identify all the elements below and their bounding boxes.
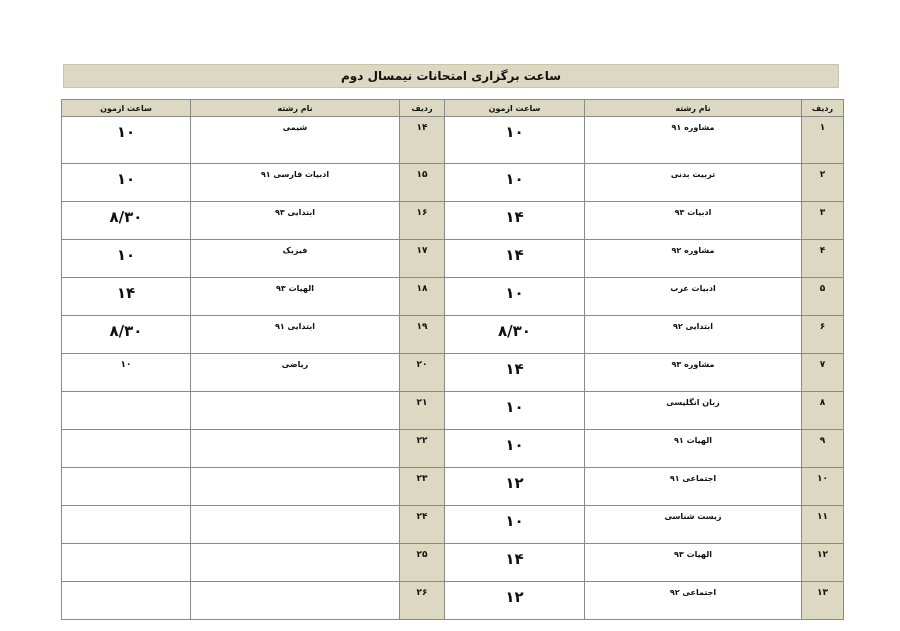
row-number-cell: ۲۱	[400, 392, 445, 430]
header-row-number: ردیف	[400, 100, 445, 117]
exam-time-cell	[62, 506, 191, 544]
row-number-cell: ۲۳	[400, 468, 445, 506]
row-number-cell: ۱۸	[400, 278, 445, 316]
exam-time-cell: ۱۰	[445, 392, 585, 430]
field-name-cell: ابتدایی ۹۲	[585, 316, 802, 354]
exam-time-cell: ۱۴	[445, 354, 585, 392]
row-number-cell: ۱۱	[802, 506, 844, 544]
table-row	[62, 117, 844, 164]
field-name-cell: ابتدایی ۹۱	[191, 316, 400, 354]
row-number-cell: ۱۹	[400, 316, 445, 354]
table-row	[62, 392, 844, 430]
field-name-cell: ادبیات فارسی ۹۱	[191, 164, 400, 202]
table-row	[62, 240, 844, 278]
exam-time-cell	[62, 468, 191, 506]
field-name-cell: ابتدایی ۹۳	[191, 202, 400, 240]
table-row	[62, 506, 844, 544]
field-name-cell: ادبیات عرب	[585, 278, 802, 316]
header-row-number: ردیف	[802, 100, 844, 117]
field-name-cell	[191, 544, 400, 582]
exam-time-cell	[62, 544, 191, 582]
row-number-cell: ۱۷	[400, 240, 445, 278]
exam-time-cell: ۱۰	[445, 430, 585, 468]
exam-time-cell: ۱۴	[445, 240, 585, 278]
table-row	[62, 164, 844, 202]
exam-time-cell	[62, 430, 191, 468]
row-number-cell: ۴	[802, 240, 844, 278]
row-number-cell: ۱۳	[802, 582, 844, 620]
field-name-cell: اجتماعی ۹۲	[585, 582, 802, 620]
row-number-cell: ۶	[802, 316, 844, 354]
exam-time-cell: ۱۰	[445, 117, 585, 164]
row-number-cell: ۲۲	[400, 430, 445, 468]
exam-time-cell: ۱۰	[445, 164, 585, 202]
table-header-row	[62, 100, 844, 117]
row-number-cell: ۵	[802, 278, 844, 316]
field-name-cell: شیمی	[191, 117, 400, 164]
exam-time-cell: ۱۰	[62, 354, 191, 392]
exam-time-cell: ۸/۳۰	[62, 316, 191, 354]
field-name-cell: الهیات ۹۳	[191, 278, 400, 316]
row-number-cell: ۱۶	[400, 202, 445, 240]
exam-time-cell: ۱۰	[445, 506, 585, 544]
row-number-cell: ۱۲	[802, 544, 844, 582]
field-name-cell: ادبیات ۹۳	[585, 202, 802, 240]
exam-time-cell: ۱۰	[62, 164, 191, 202]
table-body	[62, 117, 844, 620]
exam-schedule-table	[61, 99, 844, 620]
exam-time-cell: ۸/۳۰	[445, 316, 585, 354]
field-name-cell: زیست شناسی	[585, 506, 802, 544]
field-name-cell: تربیت بدنی	[585, 164, 802, 202]
row-number-cell: ۲۰	[400, 354, 445, 392]
row-number-cell: ۱	[802, 117, 844, 164]
field-name-cell: فیزیک	[191, 240, 400, 278]
header-exam-time: ساعت ازمون	[62, 100, 191, 117]
row-number-cell: ۱۰	[802, 468, 844, 506]
field-name-cell: ریاضی	[191, 354, 400, 392]
table-row	[62, 582, 844, 620]
row-number-cell: ۲۶	[400, 582, 445, 620]
field-name-cell: الهیات ۹۱	[585, 430, 802, 468]
row-number-cell: ۲۵	[400, 544, 445, 582]
row-number-cell: ۷	[802, 354, 844, 392]
exam-time-cell: ۱۴	[445, 544, 585, 582]
row-number-cell: ۳	[802, 202, 844, 240]
field-name-cell	[191, 506, 400, 544]
table-row	[62, 316, 844, 354]
exam-time-cell: ۱۴	[445, 202, 585, 240]
field-name-cell	[191, 430, 400, 468]
table-row	[62, 202, 844, 240]
exam-time-cell: ۱۰	[62, 117, 191, 164]
exam-time-cell: ۱۰	[62, 240, 191, 278]
row-number-cell: ۹	[802, 430, 844, 468]
field-name-cell: اجتماعی ۹۱	[585, 468, 802, 506]
page-title: ساعت برگزاری امتحانات نیمسال دوم	[63, 64, 839, 88]
exam-time-cell: ۱۲	[445, 468, 585, 506]
field-name-cell	[191, 392, 400, 430]
exam-time-cell: ۱۰	[445, 278, 585, 316]
table-row	[62, 278, 844, 316]
exam-time-cell	[62, 582, 191, 620]
exam-time-cell: ۱۴	[62, 278, 191, 316]
field-name-cell: مشاوره ۹۳	[585, 354, 802, 392]
exam-time-cell	[62, 392, 191, 430]
row-number-cell: ۱۴	[400, 117, 445, 164]
header-field-name: نام رشته	[191, 100, 400, 117]
field-name-cell: زبان انگلیسی	[585, 392, 802, 430]
exam-time-cell: ۸/۳۰	[62, 202, 191, 240]
table-row	[62, 544, 844, 582]
field-name-cell: مشاوره ۹۱	[585, 117, 802, 164]
table-row	[62, 430, 844, 468]
header-exam-time: ساعت ازمون	[445, 100, 585, 117]
header-field-name: نام رشته	[585, 100, 802, 117]
row-number-cell: ۲	[802, 164, 844, 202]
field-name-cell: الهیات ۹۳	[585, 544, 802, 582]
field-name-cell	[191, 468, 400, 506]
row-number-cell: ۱۵	[400, 164, 445, 202]
row-number-cell: ۸	[802, 392, 844, 430]
exam-time-cell: ۱۲	[445, 582, 585, 620]
row-number-cell: ۲۴	[400, 506, 445, 544]
table-row	[62, 354, 844, 392]
table-row	[62, 468, 844, 506]
field-name-cell: مشاوره ۹۲	[585, 240, 802, 278]
field-name-cell	[191, 582, 400, 620]
